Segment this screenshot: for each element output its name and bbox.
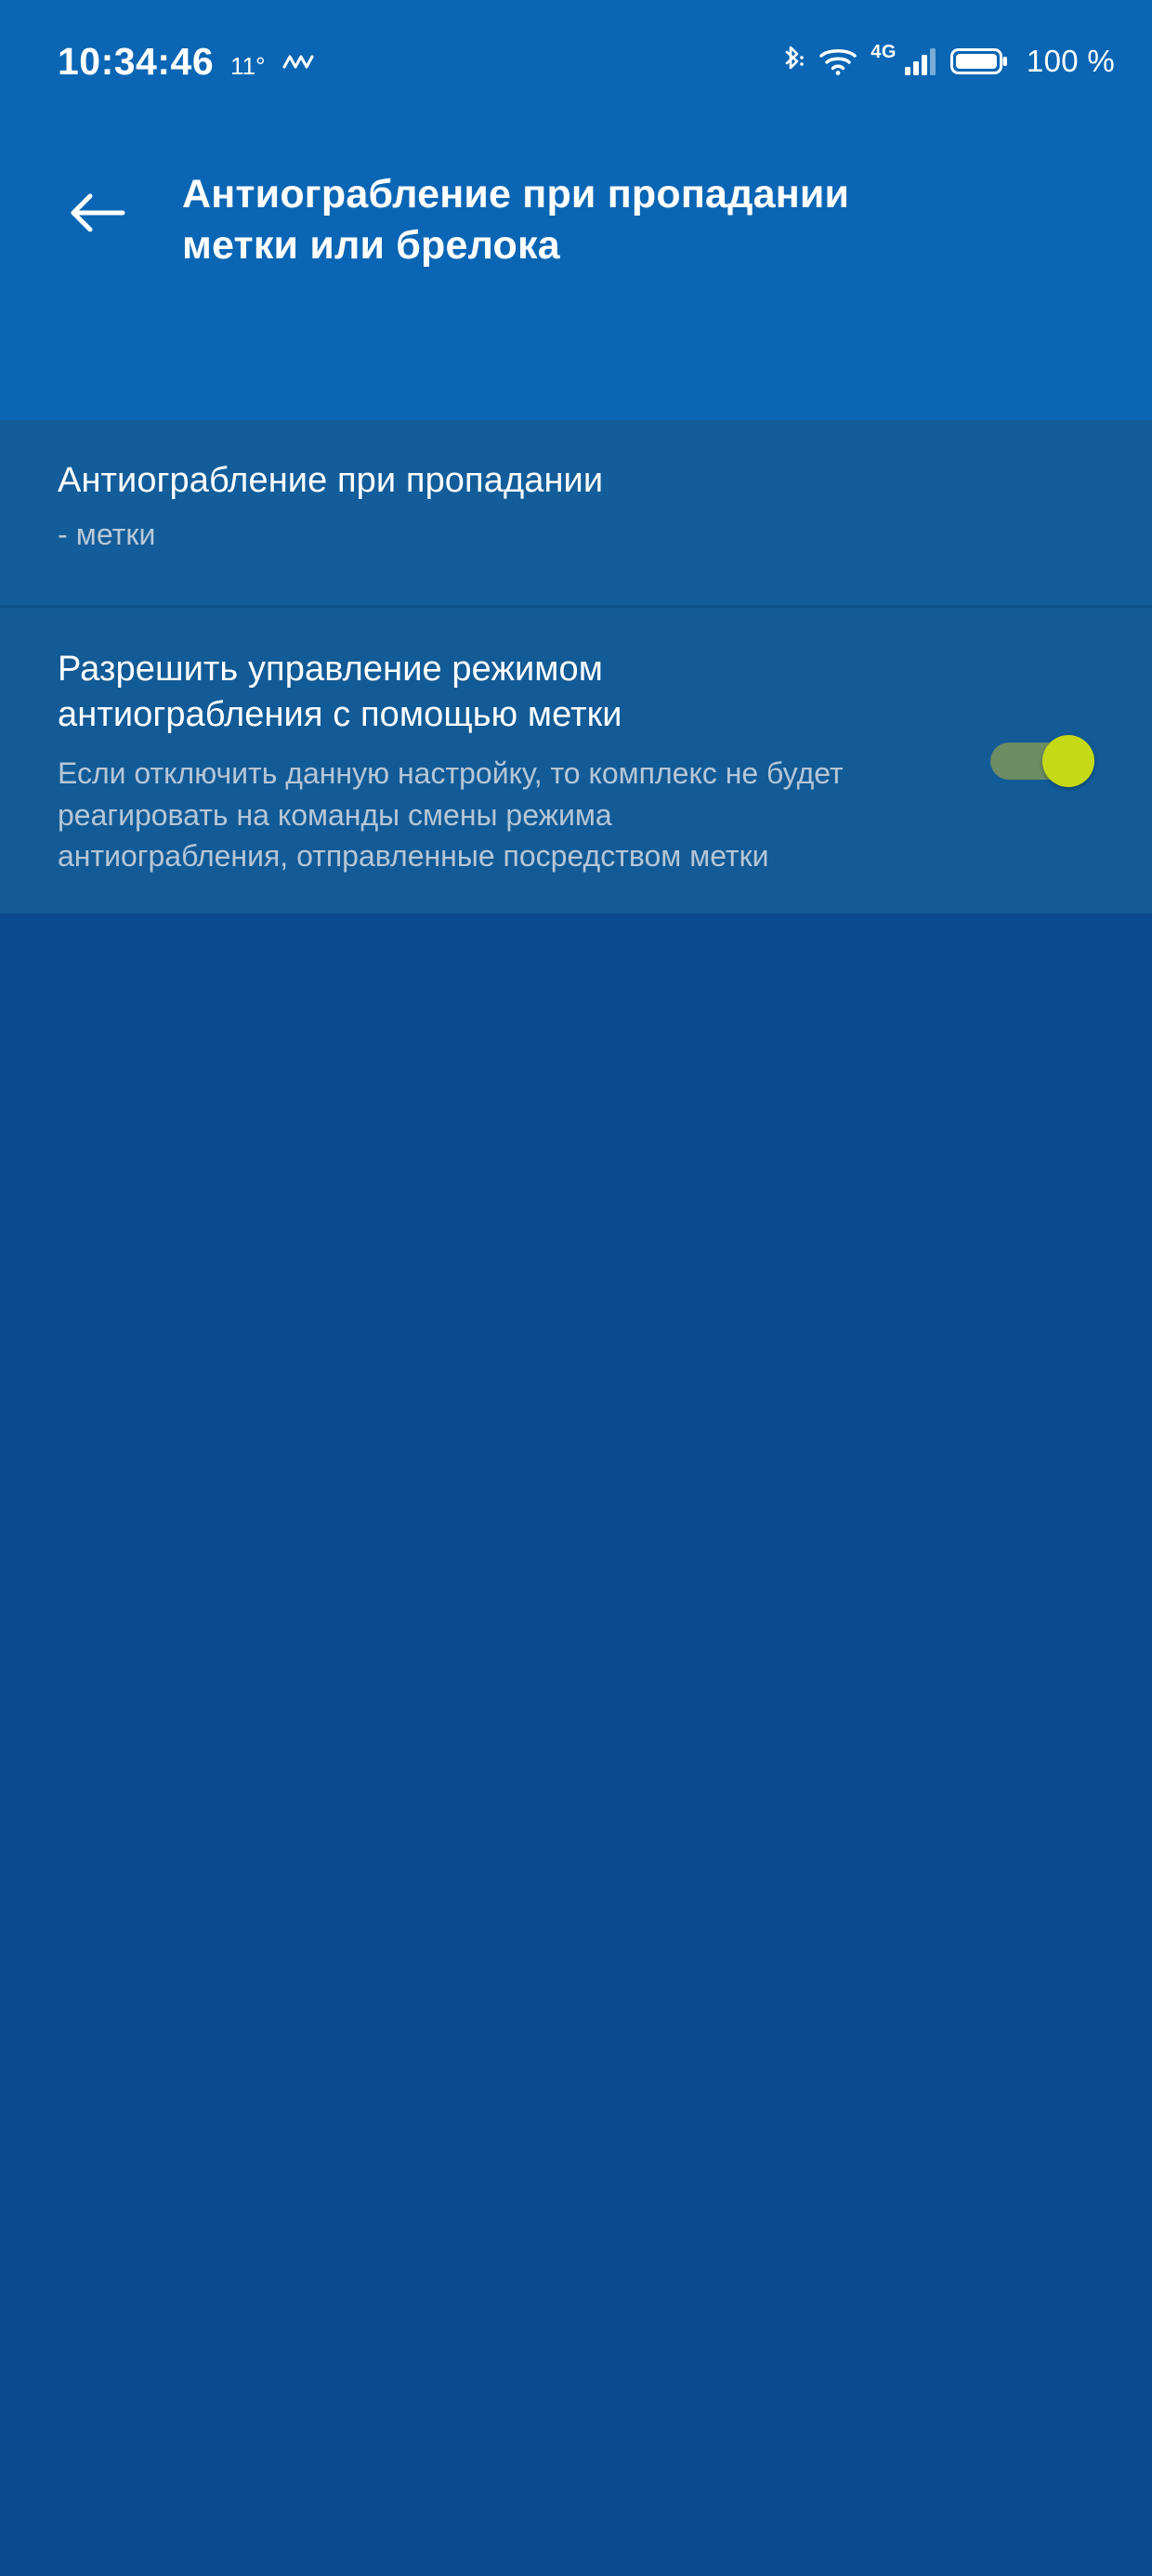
wind-icon: [282, 52, 314, 72]
tag-control-title: Разрешить управление режимом антиограбления с помощью метки: [58, 649, 622, 735]
toggle-knob: [1042, 735, 1094, 787]
bluetooth-icon: [779, 43, 805, 80]
status-bar-right: [779, 43, 1115, 80]
status-bar: [0, 0, 1152, 123]
app-bar: [0, 123, 1152, 420]
battery-percent-label: 100 %: [1026, 44, 1115, 78]
cellular-signal-icon: [904, 46, 937, 76]
wifi-icon: [818, 46, 857, 77]
status-bar-left: [58, 40, 314, 84]
status-clock: 10:34:46: [58, 39, 215, 83]
tag-control-description: Если отключить данную настройку, то комплекс не будет реагировать на команды смены режима антиограбления, отправленные посредством метки: [58, 756, 844, 873]
page-title: Антиограбление при пропадании метки или брелока: [182, 172, 850, 269]
tag-control-toggle[interactable]: [990, 735, 1094, 787]
tag-control-row: [58, 647, 1094, 876]
battery-full-icon: [950, 46, 1008, 76]
antitheft-mode-title: Антиограбление при пропадании: [58, 461, 604, 500]
page-background: [0, 1115, 1152, 2576]
network-type-label: 4G: [871, 41, 897, 62]
settings-list: [0, 420, 1152, 913]
antitheft-mode-subtitle: - метки: [58, 517, 156, 551]
tag-control-text: [58, 647, 847, 876]
arrow-back-icon[interactable]: [58, 173, 137, 253]
status-temperature: 11°: [230, 51, 266, 80]
list-item-antitheft-mode[interactable]: [0, 420, 1152, 605]
list-item-tag-control[interactable]: [0, 608, 1152, 913]
